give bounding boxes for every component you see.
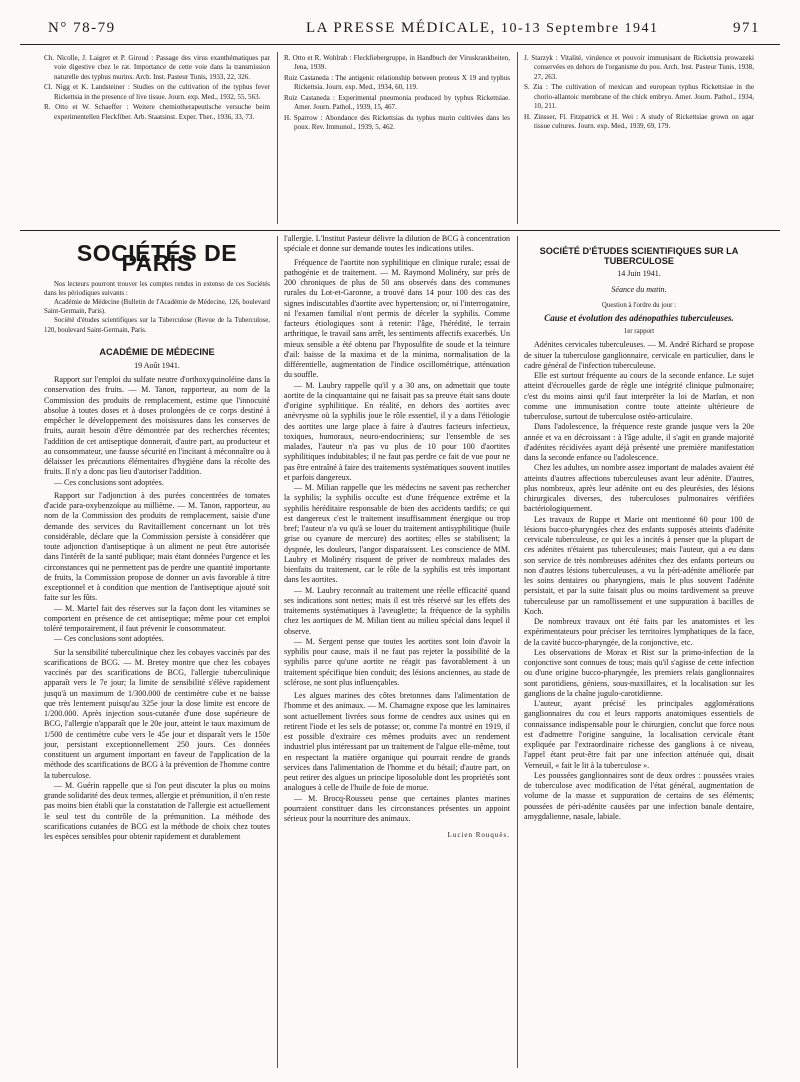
societes-heading: SOCIÉTÉS DE PARIS xyxy=(76,240,238,277)
journal-title: LA PRESSE MÉDICALE, 10-13 Septembre 1941 xyxy=(306,20,659,36)
article-paragraph: Adénites cervicales tuberculeuses. — M. André Richard se propose de situer la tuberculose ganglionnaire, cervicale en particulier, dans le cadre général de l'infection tuberculeuse. xyxy=(524,340,754,370)
question-label: Question à l'ordre du jour : xyxy=(601,302,677,309)
article-paragraph: Rapport sur l'emploi du sulfate neutre d'orthoxyquinoléine dans la conservation des fruits. — M. Tanon, rapporteur, au nom de la Commission des produits de remplacement, estime que l'innocuité absolue à toutes doses et à doses prolongées de ce corps destiné à empêcher le développement des moisissures dans les conserves de fruits, aurait besoin d'être démontrée par des recherches récentes; l'addition de cet antiseptique donnerait, d'autre part, au producteur et au consommateur, une fausse sécurité en l'incitant à méconnaître ou à délaisser les précautions élémentaires d'hygiène dans la récolte des fruits. Il n'y a donc pas lieu d'autoriser l'addition. xyxy=(44,375,270,477)
section-date: 14 Juin 1941. xyxy=(617,268,661,278)
article-column-1 xyxy=(44,236,270,842)
article-paragraph: — M. Brocq-Rousseu pense que certaines plantes marines pourraient constituer dans les circonstances présentes un appoint sérieux pour la nourriture des animaux. xyxy=(284,793,510,823)
reference-item: Ruiz Castaneda : Experimental pneumonia produced by typhus Rickettsiae. Amer. Journ. Pathol., 1939, 15, 467. xyxy=(284,94,510,112)
article-paragraph: — Ces conclusions sont adoptées. xyxy=(54,634,164,644)
author-signature: Lucien Rouquès. xyxy=(447,831,510,840)
header-rule xyxy=(20,44,780,45)
column-divider xyxy=(277,52,278,224)
article-paragraph: De nombreux travaux ont été faits par les anatomistes et les expérimentateurs pour préciser les territoires lymphatiques de la face, de la cavité bucco-pharyngée, de la conjonctive, etc. xyxy=(524,617,754,647)
column-divider xyxy=(517,236,518,1068)
section-rule xyxy=(20,230,780,231)
periodical-item: Société d'études scientifiques sur la Tuberculose (Revue de la Tuberculose, 120, boulevard Saint-Germain, Paris. xyxy=(44,317,270,334)
article-paragraph: — M. Martel fait des réserves sur la façon dont les vitamines se comportent en présence de cet antiseptique; même pour cet emploi toléré temporairement, il faut prévenir le consommateur. xyxy=(44,603,270,634)
seance-label: Séance du matin. xyxy=(611,284,667,294)
article-column-3 xyxy=(524,238,754,822)
page-header xyxy=(48,18,780,40)
article-column-2 xyxy=(284,234,510,841)
topic-title: Cause et évolution des adénopathies tuberculeuses. xyxy=(544,313,734,324)
article-paragraph: Sur la sensibilité tuberculinique chez les cobayes vaccinés par des scarifications de BCG. — M. Bretey montre que chez les cobayes vaccinés par des scarifications de BCG, l'allergie tuberculinique apparaît vers le 7e jour; la limite de sensibilité s'élève rapidement jusqu'à un maximum de 1/300.000 de centimètre cube et ne baisse que très lentement puisqu'au 325e jour la dose limite est encore de 1/200.000. Après injection sous-cutanée d'une dose supérieure de BCG, l'allergie n'apparaît que le 20e jour, atteint le taux maximum de 1/500 de centimètre cube vers le 45e jour et disparaît vers le 150e jour, persistant exceptionnellement 250 jours. Ces données constituent un argument important en faveur de l'application de la méthode des scarifications de BCG à la prévention de l'homme contre la tuberculose. xyxy=(44,647,270,780)
section-title: ACADÉMIE DE MÉDECINE xyxy=(99,346,215,357)
article-paragraph: — Ces conclusions sont adoptées. xyxy=(54,477,164,487)
section-date: 19 Août 1941. xyxy=(134,360,180,370)
article-paragraph: Les observations de Morax et Rist sur la primo-infection de la conjonctive sont connues de tous; mais qu'il s'agisse de cette infection ou d'une origine bucco-pharyngée, les premiers relais ganglionnaires sont parotidiens, géniens, sous-maxillaires, et la localisation sur les ganglions de la chaîne jugulo-carotidienne. xyxy=(524,647,754,698)
article-paragraph: L'auteur, ayant précisé les principales agglomérations ganglionnaires du cou et leurs rapports anatomiques essentiels de connaissance indispensable pour le chirurgien, conclut que force nous est d'admettre l'origine sanguine, la localisation cervicale étant expliquée par l'extraordinaire richesse des ganglions à ce niveau, l'appel étant peut-être fait par une infection atténuée qui, disait Verneuil, « fait le lit à la tuberculose ». xyxy=(524,699,754,770)
rapport-label: 1er rapport xyxy=(623,328,655,336)
article-paragraph: Fréquence de l'aortite non syphilitique en clinique rurale; essai de pathogénie et de traitement. — M. Raymond Molinéry, sur près de 200 chroniques de plus de 50 ans observés dans des communes rurales du Lot-et-Garonne, a trouvé dans 14 pour 100 des cas des signes indiscutables d'aortite avec hypertension; or, ni l'interrogatoire, ni l'examen familial n'ont permis de déceler la syphilis. Comme facteurs étiologiques sont à retenir: l'âge, l'hérédité, le terrain arthritique, le travail sans arrêt, les sentiments affectifs exacerbés. Un mieux sensible a été obtenu par l'hyposulfite de soude et la teinture d'ail: baisse de la maxima et de la minima, normalisation de la différentielle, augmentation de l'indice oscillométrique, atténuation du souffle. xyxy=(284,257,510,380)
reference-item: H. Sparrow : Abondance des Rickettsias du typhus murin cultivées dans les poux. Rev. Immunol., 1939, 5, 462. xyxy=(284,114,510,132)
article-paragraph: Chez les adultes, un nombre assez important de malades avaient été atteints d'autres affections tuberculeuses avant leur adénite. D'autres, plus nombreux, après leur adénite ont eu des pleurésies, des lésions chirurgicales diverses, des tuberculoses pulmonaires vérifiées bactériologiquement. xyxy=(524,463,754,514)
article-paragraph: l'allergie. L'Institut Pasteur délivre la dilution de BCG à concentration spéciale et donne sur demande toutes les indications utiles. xyxy=(284,234,510,254)
article-paragraph: Elle est surtout fréquente au cours de la seconde enfance. Le sujet atteint d'écrouelles garde de règle une intégrité clinique pulmonaire; c'est du moins ainsi qu'il faut interpréter la loi de Marfan, et non comme une immunisation contre toute atteinte ultérieure de tuberculose, surtout de tuberculose ostéo-articulaire. xyxy=(524,371,754,422)
article-paragraph: — M. Laubry reconnaît au traitement une réelle efficacité quand ses indications sont nettes; mais il est très réservé sur les effets des traitements systématiques à l'aveuglette; la fréquence de la syphilis chez les aortiques de M. Milian tient au milieu spécial dans lequel il observe. xyxy=(284,585,510,636)
issue-date: 10-13 Septembre 1941 xyxy=(501,21,659,36)
reference-item: Ch. Nicolle, J. Laigret et P. Giroud : Passage des virus exanthématiques par voie digestive chez le rat. Importance de cette voie dans la transmission naturelle des typhus murins. Arch. Inst. Pasteur Tunis, 1933, 22, 326. xyxy=(44,54,270,81)
reference-item: R. Otto et W. Schaeffer : Weitere chemiotherapeutische versuche beim experimentellen Fleckfiber. Arb. Staatsinst. Exper. Ther., 1936, 33, 73. xyxy=(44,103,270,121)
article-paragraph: Rapport sur l'adjonction à des purées concentrées de tomates d'acide para-oxybenzoïque au millième. — M. Tanon, rapporteur, au nom de la Commission des produits de remplacement, saisie d'une demande des services du Ravitaillement concernant un lot très considérable, déclare que la Commission persiste à considérer que toute adjonction d'antiseptique à un aliment ne peut être autorisée dans l'intérêt de la santé publique; mais étant données l'urgence et les circonstances qui ne permettent pas de perdre une quantité importante de fruits, la Commission propose de donner un avis favorable à titre exceptionnel et à condition que mention de l'antiseptique ajouté soit faite sur les fûts. xyxy=(44,490,270,603)
references-col-3 xyxy=(524,54,754,133)
reference-item: R. Otto et R. Wohlrab : Fleckfiebergruppe, in Handbuch der Viruskrankheiten, Jena, 1939. xyxy=(284,54,510,72)
article-paragraph: Les travaux de Ruppe et Marie ont mentionné 60 pour 100 de lésions bucco-pharyngées chez des enfants supposés atteints d'adénite cervicale tuberculeuse, ce qui les a incités à penser que la plupart de ces adénites n'étaient pas tuberculeuses; mais l'auteur, qui a eu dans son service de très nombreuses adénites chez des enfants porteurs ou non d'autres lésions tuberculeuses, a vu la péri-adénite améliorée par les soins dentaires ou pharyngiens, mais le plus souvent l'adénite persistait, et par la suite faisait plus ou moins tardivement sa preuve tuberculeuse par un ramollissement et une suppuration à bacilles de Koch. xyxy=(524,514,754,616)
reference-item: J. Starzyk : Vitalité, virulence et pouvoir immunisant de Rickettsia prowazeki conservées en dehors de l'organisme du pou. Arch. Inst. Pasteur Tunis, 1938, 27, 263. xyxy=(524,54,754,81)
page-number: 971 xyxy=(733,20,760,36)
reference-item: Cl. Nigg et K. Landsteiner : Studies on the cultivation of the typhus fever Rickettsia in the presence of live tissue. Journ. exp. Med., 1932, 55, 563. xyxy=(44,83,270,101)
article-paragraph: — M. Sergent pense que toutes les aortites sont loin d'avoir la syphilis pour cause, mais il ne faut pas rejeter la possibilité de la syphilis parce qu'une aortite ne réagit pas favorablement à un traitement spécifique bien conduit; des lésions anciennes, au stade de sclérose, ne sont plus influençables. xyxy=(284,636,510,687)
intro-text: Nos lecteurs pourront trouver les comptes rendus in extenso de ces Sociétés dans les périodiques suivants : xyxy=(44,280,270,297)
article-paragraph: — M. Milian rappelle que les médecins ne savent pas rechercher la syphilis; la syphilis occulte est d'une fréquence extrême et la syphilis héréditaire responsable de bien des accidents tardifs; ce qui est dangereux c'est le traitement insuffisamment énergique ou trop bref; l'auteur n'a vu qu'à se louer du traitement antisyphilitique (huile grise ou cyanure de mercure) des aortites; elles se stabilisent; la dyspnée, les douleurs, l'angor disparaissent. Les conscience de MM. Laubry et Molinéry risquent de priver de nombreux malades des bienfaits du traitement, car le rôle de la syphilis est très important dans les aortites. xyxy=(284,483,510,585)
reference-item: H. Zinsser, Fl. Fitzpatrick et H. Wei : A study of Rickettsiae grown on agar tissue cultures. Journ. exp. Med., 1939, 69, 179. xyxy=(524,112,754,131)
article-paragraph: — M. Laubry rappelle qu'il y a 30 ans, on admettait que toute aortite de la cinquantaine qui ne faisait pas sa preuve était sans doute d'origine syphilitique. En réalité, en dehors des aortites avec anévrysme où la syphilis joue le rôle essentiel, il y a dans l'étiologie des aortites une large place à faire à d'autres facteurs infectieux, toxiques, humoraux, neuro-endocriniens; sur l'ensemble de ses malades, l'auteur n'a pas vu plus de 10 pour 100 d'aortites syphilitiques indubitables; il ne faut pas perdre ce fait de vue pour ne pas être entraîné à faire des traitements systématiques souvent inutiles et parfois dangereux. xyxy=(284,380,510,482)
references-col-2 xyxy=(284,54,510,134)
section-title: SOCIÉTÉ D'ÉTUDES SCIENTIFIQUES SUR LA TUBERCULOSE xyxy=(539,246,739,267)
article-paragraph: Les algues marines des côtes bretonnes dans l'alimentation de l'homme et des animaux. — M. Chamagne expose que les laminaires sont actuellement livrées sous forme de cendres aux usines qui en retirent l'iode et les sels de potasse; or, comme l'a montré en 1919, il est possible d'extraire ces mêmes produits avec un rendement industriel plus intéressant par un traitement de l'algue elle-même, tout en respectant la matière organique qui pourrait rendre de grands services dans l'alimentation de l'homme et du bétail; d'autre part, on peut retirer des algues un principe liposoluble dont les propriétés sont analogues à celle de l'huile de foie de morue. xyxy=(284,691,510,793)
reference-item: S. Zia : The cultivation of mexican and european typhus Rickettsiae in the chorio-allantoic membrane of the chick embryo. Amer. Journ. Pathol., 1934, 10, 211. xyxy=(524,83,754,111)
reference-item: Ruiz Castaneda : The antigenic relationship between proteus X 19 and typhus Rickettsia. Journ. exp. Med., 1934, 60, 119. xyxy=(284,74,510,92)
references-col-1 xyxy=(44,54,270,123)
article-paragraph: Dans l'adolescence, la fréquence reste grande jusque vers la 20e année et va en décroissant : à l'âge adulte, il s'agit en grande majorité d'adénites récidivées ayant déjà présenté une première manifestation dans la seconde enfance ou l'adolescence. xyxy=(524,422,754,463)
article-paragraph: — M. Guérin rappelle que si l'on peut discuter la plus ou moins grande solidarité des deux termes, allergie et prémunition, il n'en reste pas moins bien établi que la constatation de l'allergie est actuellement le seul test du contrôle de la prémunition. La méthode des scarifications cutanées de BCG est la méthode de choix chez toutes les espèces sensibles pour obtenir rapidement et durablement xyxy=(44,780,270,842)
article-paragraph: Les poussées ganglionnaires sont de deux ordres : poussées vraies de tuberculose avec modification de l'état général, augmentation de volume de la masse et suppuration de certains de ses éléments; poussées de péri-adénite causées par une infection banale dentaire, amygdalienne, nasale, labiale. xyxy=(524,770,754,821)
column-divider xyxy=(517,52,518,224)
issue-number: N° 78-79 xyxy=(48,20,116,36)
column-divider xyxy=(277,236,278,1068)
periodical-item: Académie de Médecine (Bulletin de l'Académie de Médecine, 126, boulevard Saint-Germain, Paris). xyxy=(44,298,270,316)
